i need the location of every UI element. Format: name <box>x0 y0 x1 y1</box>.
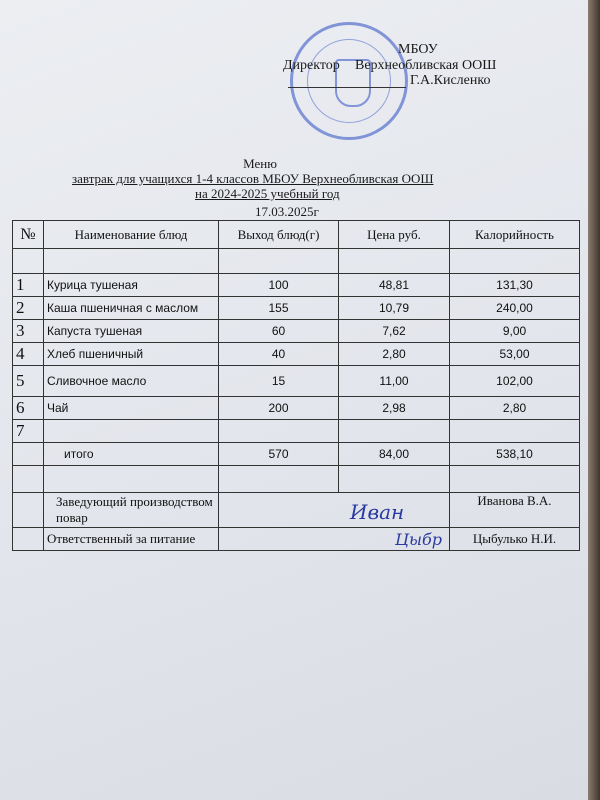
table-row <box>13 366 580 397</box>
dish-output: 15 <box>219 366 339 397</box>
official-stamp <box>290 22 408 140</box>
approval-school: Верхнеобливская ООШ <box>355 58 497 73</box>
signer-role: Ответственный за питание <box>44 528 219 551</box>
dish-price: 11,00 <box>339 366 450 397</box>
table-row <box>13 274 580 297</box>
handwritten-signature: Иван <box>350 500 405 524</box>
row-number: 3 <box>13 320 44 343</box>
dish-name: Чай <box>44 397 219 420</box>
dish-calories: 2,80 <box>450 397 580 420</box>
dish-output: 40 <box>219 343 339 366</box>
col-calories: Калорийность <box>450 221 580 249</box>
table-row-empty <box>13 466 580 493</box>
dish-name: Хлеб пшеничный <box>44 343 219 366</box>
dish-name: Каша пшеничная с маслом <box>44 297 219 320</box>
total-output: 570 <box>219 443 339 466</box>
approval-director: Директор <box>283 58 340 73</box>
dish-output: 100 <box>219 274 339 297</box>
dish-calories: 9,00 <box>450 320 580 343</box>
table-header <box>13 221 580 249</box>
table-row <box>13 397 580 420</box>
col-number: № <box>13 221 44 249</box>
signature-row <box>13 528 580 551</box>
menu-title: Меню <box>243 156 277 171</box>
total-calories: 538,10 <box>450 443 580 466</box>
col-output: Выход блюд(г) <box>219 221 339 249</box>
dish-output: 60 <box>219 320 339 343</box>
table-row <box>13 320 580 343</box>
background-edge <box>588 0 600 800</box>
approval-name: Г.А.Кисленко <box>410 73 491 88</box>
dish-calories: 53,00 <box>450 343 580 366</box>
row-number: 6 <box>13 397 44 420</box>
total-row <box>13 443 580 466</box>
dish-output <box>219 420 339 443</box>
table-row <box>13 420 580 443</box>
dish-output: 155 <box>219 297 339 320</box>
dish-calories: 102,00 <box>450 366 580 397</box>
dish-price: 2,80 <box>339 343 450 366</box>
dish-price: 48,81 <box>339 274 450 297</box>
table-row <box>13 297 580 320</box>
dish-calories <box>450 420 580 443</box>
col-name: Наименование блюд <box>44 221 219 249</box>
row-number: 5 <box>13 366 44 397</box>
dish-price: 10,79 <box>339 297 450 320</box>
signature-line <box>288 87 406 88</box>
table-row-empty <box>13 249 580 274</box>
approval-org: МБОУ <box>398 42 438 57</box>
total-label: итого <box>44 443 219 466</box>
menu-subtitle: завтрак для учащихся 1-4 классов МБОУ Верхнеобливская ООШ <box>72 171 434 186</box>
dish-name <box>44 420 219 443</box>
col-price: Цена руб. <box>339 221 450 249</box>
signer-name: Иванова В.А. <box>450 493 580 528</box>
dish-calories: 240,00 <box>450 297 580 320</box>
dish-price: 7,62 <box>339 320 450 343</box>
dish-name: Капуста тушеная <box>44 320 219 343</box>
menu-table <box>12 220 580 551</box>
row-number: 7 <box>13 420 44 443</box>
dish-name: Курица тушеная <box>44 274 219 297</box>
signer-role: Заведующий производством повар <box>44 493 219 528</box>
total-price: 84,00 <box>339 443 450 466</box>
signature-row <box>13 493 580 528</box>
table-row <box>13 343 580 366</box>
dish-price: 2,98 <box>339 397 450 420</box>
dish-price <box>339 420 450 443</box>
row-number: 2 <box>13 297 44 320</box>
row-number: 4 <box>13 343 44 366</box>
dish-output: 200 <box>219 397 339 420</box>
menu-date: 17.03.2025г <box>255 204 319 219</box>
signer-name: Цыбулько Н.И. <box>450 528 580 551</box>
school-year: на 2024-2025 учебный год <box>195 186 340 201</box>
row-number: 1 <box>13 274 44 297</box>
dish-name: Сливочное масло <box>44 366 219 397</box>
handwritten-signature: Цыбр <box>395 530 442 549</box>
dish-calories: 131,30 <box>450 274 580 297</box>
